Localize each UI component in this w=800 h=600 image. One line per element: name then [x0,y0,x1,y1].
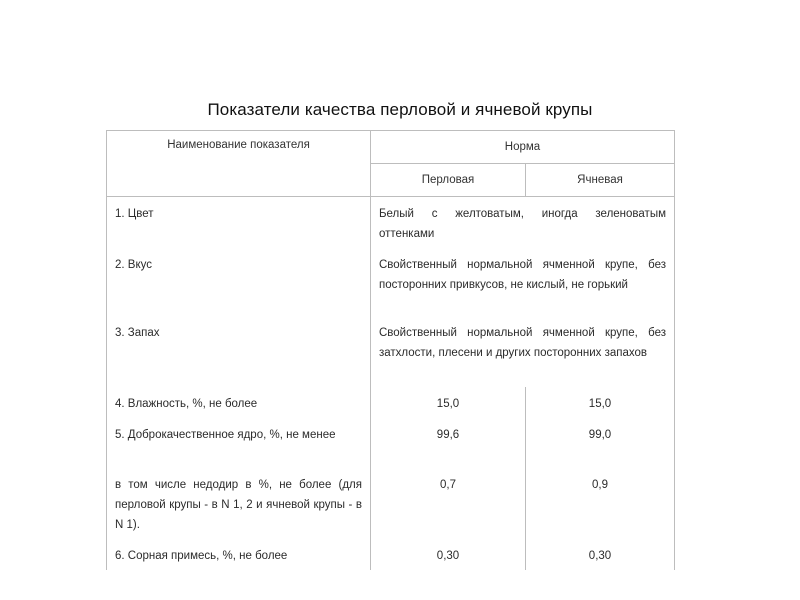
document-title: Показатели качества перловой и ячневой крупы [207,100,593,119]
row-name: 2. Вкус [107,248,371,316]
row-value-barley: 0,9 [526,468,675,539]
row-name: 6. Сорная примесь, %, не более [107,539,371,570]
row-name: в том числе недодир в %, не более (для перловой крупы - в N 1, 2 и ячневой крупы - в N 1). [107,468,371,539]
row-value-pearl: 0,7 [371,468,526,539]
row-value-pearl: 15,0 [371,387,526,418]
row-name: 4. Влажность, %, не более [107,387,371,418]
table-row-good-kernel [107,418,675,468]
row-value-pearl: 99,6 [371,418,526,468]
row-norm-merged: Свойственный нормальной ячменной крупе, без посторонних привкусов, не кислый, не горький [371,248,675,316]
row-norm-merged: Свойственный нормальной ячменной крупе, без затхлости, плесени и других посторонних запахов [371,316,675,387]
table-row-weed-impurity [107,539,675,570]
table-row-color [107,197,675,249]
row-value-pearl: 0,30 [371,539,526,570]
table-row-moisture [107,387,675,418]
row-name: 3. Запах [107,316,371,387]
row-name: 5. Доброкачественное ядро, %, не менее [107,418,371,468]
row-value-barley: 99,0 [526,418,675,468]
header-barley: Ячневая [526,164,675,197]
table-row-smell [107,316,675,387]
table-row-underpolished [107,468,675,539]
header-pearl: Перловая [371,164,526,197]
table-row-taste [107,248,675,316]
row-name: 1. Цвет [107,197,371,249]
row-value-barley: 0,30 [526,539,675,570]
row-norm-merged: Белый с желтоватым, иногда зеленоватым оттенками [371,197,675,249]
row-value-barley: 15,0 [526,387,675,418]
header-name: Наименование показателя [107,131,371,197]
header-norm: Норма [371,131,675,164]
header-row-1 [107,131,675,164]
quality-table [106,130,675,570]
